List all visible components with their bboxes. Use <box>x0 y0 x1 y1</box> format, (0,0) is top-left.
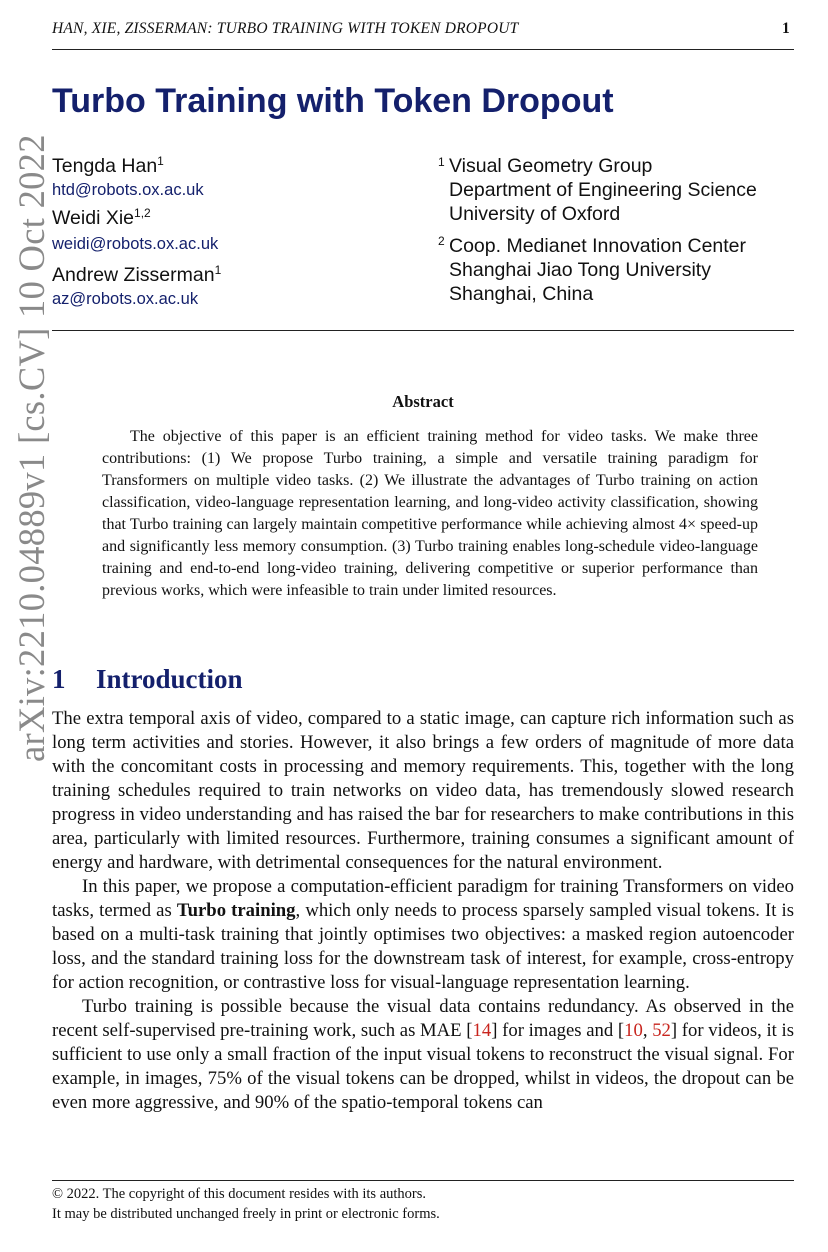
affiliation-mark: 1 <box>438 155 445 169</box>
page-number: 1 <box>782 20 790 37</box>
header-rule <box>52 49 794 50</box>
author-email[interactable]: az@robots.ox.ac.uk <box>52 290 199 308</box>
abstract-heading: Abstract <box>392 392 454 411</box>
author-email[interactable]: weidi@robots.ox.ac.uk <box>52 235 219 253</box>
author-name: Tengda Han$^1$ <box>52 154 164 177</box>
affiliation-mark: 2 <box>438 234 445 248</box>
paragraph: The extra temporal axis of video, compared to a static image, can capture rich information such as long term activities and stories. However, it also brings a few orders of magnitude of more data with the concomitant costs in processing and memory requirements. This, together with the long training schedules required to train networks on video data, has tremendously slowed research progress in video understanding and has raised the bar for researchers to make contributions in this area, particularly with limited resources. Furthermore, training consumes a significant amount of energy and hardware, with detrimental consequences for the natural environment. <box>52 708 794 873</box>
body-text <box>52 707 794 1115</box>
author-email[interactable]: htd@robots.ox.ac.uk <box>52 181 204 199</box>
distribution-line: It may be distributed unchanged freely in print or electronic forms. <box>52 1206 440 1222</box>
bold-term: Turbo training <box>176 900 296 921</box>
copyright-footer <box>52 1184 440 1224</box>
author-name: Weidi Xie$^{1,2}$ <box>52 206 151 229</box>
affiliation-line: Visual Geometry Group <box>449 155 653 177</box>
paragraph: In this paper, we propose a computation-efficient paradigm for training Transformers on video tasks, termed as Turbo training, which only needs to process sparsely sampled visual tokens. It is based on a multi-task training that jointly optimises two objectives: a masked region autoencoder loss, and the standard training loss for the downstream task of interest, for example, cross-entropy for action recognition, or contrastive loss for visual-language representation learning. <box>52 876 795 993</box>
section-title: Introduction <box>96 664 243 694</box>
running-header: HAN, XIE, ZISSERMAN: TURBO TRAINING WITH TOKEN DROPOUT <box>52 20 519 37</box>
citation-link[interactable]: 52 <box>652 1020 671 1041</box>
paragraph: Turbo training is possible because the visual data contains redundancy. As observed in the recent self-supervised pre-training work, such as MAE [14] for images and [10, 52] for videos, it is sufficient to use only a small fraction of the input visual tokens to reconstruct the visual signal. For example, in images, 75% of the visual tokens can be dropped, whilst in videos, the dropout can be even more aggressive, and 90% of the spatio-temporal tokens can <box>52 996 794 1113</box>
section-number: 1 <box>52 664 66 694</box>
author-name: Andrew Zisserman$^1$ <box>52 263 222 286</box>
affiliation-line: Coop. Medianet Innovation Center <box>449 235 747 257</box>
citation-link[interactable]: 10 <box>624 1020 643 1041</box>
affiliation-line: Department of Engineering Science <box>449 179 757 201</box>
affiliation-line: Shanghai, China <box>449 283 594 305</box>
affiliation-line: Shanghai Jiao Tong University <box>449 259 711 281</box>
abstract-text: The objective of this paper is an efficient training method for video tasks. We make three contributions: (1) We propose Turbo training, a simple and versatile training paradigm for Transformers on multiple video tasks. (2) We illustrate the advantages of Turbo training on action classification, video-language representation learning, and long-video activity classification, showing that Turbo training can largely maintain competitive performance while achieving almost 4× speed-up and significantly less memory consumption. (3) Turbo training enables long-schedule video-language training and end-to-end long-video training, delivering competitive or superior performance than previous works, which were infeasible to train under limited resources. <box>102 428 758 599</box>
affiliation-line: University of Oxford <box>449 203 621 225</box>
arxiv-stamp: arXiv:2210.04889v1 [cs.CV] 10 Oct 2022 <box>11 134 52 762</box>
citation-link[interactable]: 14 <box>472 1020 492 1041</box>
section-heading <box>52 664 243 695</box>
footer-rule <box>52 1180 794 1181</box>
title-block-rule <box>52 330 794 331</box>
copyright-line: © 2022. The copyright of this document resides with its authors. <box>52 1186 427 1202</box>
paper-title: Turbo Training with Token Dropout <box>52 82 614 120</box>
